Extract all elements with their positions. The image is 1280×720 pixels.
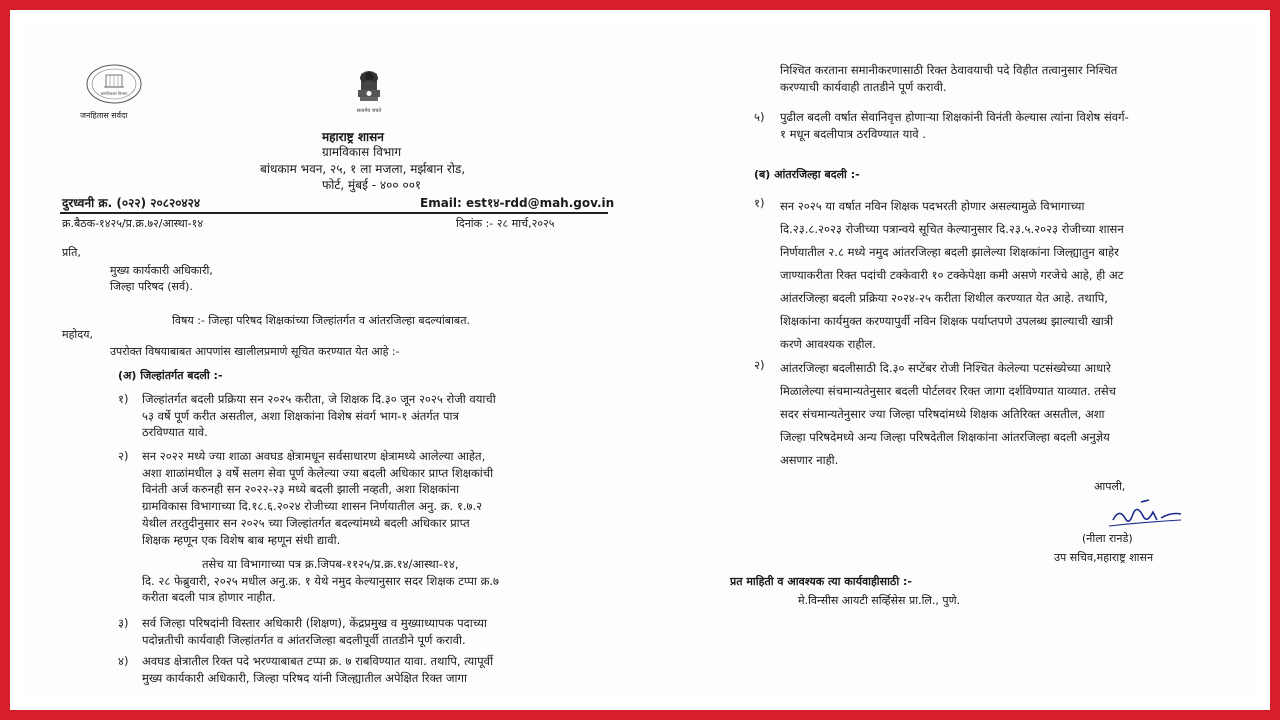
email-address[interactable]: Email: est१४-rdd@mah.gov.in [420, 196, 615, 210]
svg-text:सत्यमेव जयते: सत्यमेव जयते [356, 108, 382, 114]
header-dept: ग्रामविकास विभाग [322, 145, 402, 159]
list-item: सन २०२५ या वर्षात नविन शिक्षक पदभरती होणार असल्यामुळे विभागाच्या दि.२३.८.२०२३ रोजीच्या पत्रान्वये सूचित केल्यानुसार दि.२३.५.२०२३ रोजीच्या शासन निर्णयातील २.८ मध्ये नमुद आंतरजिल्हा बदली झालेल्या शिक्षकांना जिल्ह्यातुन बाहेर जाण्याकरीता रिक्त पदांची टक्केवारी १० टक्केपेक्षा कमी असणे गरजेचे आहे, ही अट आंतरजिल्हा बदली प्रक्रिया २०२४-२५ करीता शिथील करण्यात येत आहे. तथापि, शिक्षकांना कार्यमुक्त करण्यापुर्वी नविन शिक्षक पर्याप्तपणे उपलब्ध झाल्याची खात्री करणे आवश्यक राहील. [780, 199, 1124, 351]
list-item: सन २०२२ मध्ये ज्या शाळा अवघड क्षेत्रामधून सर्वसाधारण क्षेत्रामध्ये आलेल्या आहेत, अशा शाळांमधील ३ वर्षे सलग सेवा पूर्ण केलेल्या ज्या बदली अधिकार प्राप्त शिक्षकांची विनंती अर्ज करुनही सन २०२२-२३ मध्ये बदली झाली नव्हती, अशा शिक्षकांना ग्रामविकास विभागाच्या दि.१८.६.२०२४ रोजीच्या शासन निर्णयातील अनु. क्र. १.७.२ येथील तरतुदीनुसार सन २०२५ च्या जिल्हांतर्गत बदल्यांमध्ये बदली अधिकार प्राप्त शिक्षक म्हणून एक विशेष बाब म्हणून संधी द्यावी. [142, 449, 494, 547]
list-item-continuation: तसेच या विभागाच्या पत्र क्र.जिपब-११२५/प्र.क्र.१४/आस्था-१४, दि. २८ फेब्रुवारी, २०२५ मधील अनु.क्र. १ येथे नमुद केल्यानुसार सदर शिक्षक टप्पा क्र.७ करीता बदली पात्र होणार नाहीत. [142, 557, 500, 605]
recipient-line-1: मुख्य कार्यकारी अधिकारी, [110, 264, 213, 277]
section-a-heading: (अ) जिल्हांतर्गत बदली :- [118, 369, 223, 382]
list-item: आंतरजिल्हा बदलीसाठी दि.३० सप्टेंबर रोजी निश्चित केलेल्या पटसंख्येच्या आधारे मिळालेल्या संचमान्यतेनुसार बदली पोर्टलवर रिक्त जागा दर्शविण्यात याव्यात. तसेच सदर संचमान्यतेनुसार ज्या जिल्हा परिषदांमध्ये शिक्षक अतिरिक्त असतील, अशा जिल्हा परिषदेमध्ये अन्य जिल्हा परिषदेतील शिक्षकांना आंतरजिल्हा बदली अनुज्ञेय असणार नाही. [780, 361, 1116, 467]
item-number: १) [118, 392, 129, 406]
letter-page-1 [22, 24, 662, 696]
item-number: ३) [118, 616, 129, 630]
item-number: २) [754, 358, 765, 372]
seal-caption: जनहितास सर्वदा [80, 111, 128, 120]
salutation: महोदय, [62, 328, 93, 341]
signature-icon [1105, 490, 1185, 534]
letter-date: दिनांक :- २८ मार्च,२०२५ [456, 217, 555, 230]
intro-text: उपरोक्त विषयाबाबत आपणांस खालीलप्रमाणे सूचित करण्यात येत आहे :- [110, 345, 400, 358]
letter-page-2 [658, 24, 1258, 696]
svg-text:ग्रामविकास विभाग: ग्रामविकास विभाग [100, 91, 128, 96]
reference-number: क्र.बैठक-१४२५/प्र.क्र.७२/आस्था-१४ [62, 217, 204, 230]
header-rule [60, 212, 608, 214]
item-number: १) [754, 196, 765, 210]
item-number: २) [118, 449, 129, 463]
header-address-1: बांधकाम भवन, २५, १ ला मजला, मर्झबान रोड, [260, 162, 466, 176]
item-number: ५) [754, 110, 765, 124]
list-item: अवघड क्षेत्रातील रिक्त पदे भरण्याबाबत टप्पा क्र. ७ राबविण्यात यावा. तथापि, त्यापूर्वी मुख्य कार्यकारी अधिकारी, जिल्हा परिषद यांनी जिल्ह्यातील अपेक्षित रिक्त जागा [142, 654, 494, 685]
signer-designation: उप सचिव,महाराष्ट्र शासन [1054, 551, 1154, 564]
department-seal-icon [84, 64, 144, 108]
copy-to-heading: प्रत माहिती व आवश्यक त्या कार्यवाहीसाठी :- [730, 575, 912, 588]
subject: विषय :- जिल्हा परिषद शिक्षकांच्या जिल्हांतर्गत व आंतरजिल्हा बदल्यांबाबत. [172, 314, 470, 327]
list-item: पुढील बदली वर्षात सेवानिवृत्त होणाऱ्या शिक्षकांनी विनंती केल्यास त्यांना विशेष संवर्ग- १ मधून बदलीपात्र ठरविण्यात यावे . [780, 110, 1129, 141]
list-item: सर्व जिल्हा परिषदांनी विस्तार अधिकारी (शिक्षण), केंद्रप्रमुख व मुख्याध्यापक पदाच्या पदोन्नतीची कार्यवाही जिल्हांतर्गत व आंतरजिल्हा बदलीपूर्वी तातडीने पूर्ण करावी. [142, 616, 487, 647]
section-b-heading: (ब) आंतरजिल्हा बदली :- [754, 168, 860, 181]
copy-recipient: मे.विन्सीस आयटी सर्व्हिसेस प्रा.लि., पुणे. [798, 594, 961, 607]
recipient-label: प्रति, [62, 246, 81, 259]
national-emblem-icon [348, 68, 390, 120]
list-item: जिल्हांतर्गत बदली प्रक्रिया सन २०२५ करीता, जे शिक्षक दि.३० जून २०२५ रोजी वयाची ५३ वर्षे पूर्ण करीत असतील, अशा शिक्षकांना विशेष संवर्ग भाग-१ अंतर्गत पात्र ठरविण्यात यावे. [142, 392, 496, 440]
screenshot-frame [10, 10, 1270, 710]
header-gov: महाराष्ट्र शासन [322, 130, 384, 144]
header-address-2: फोर्ट, मुंबई - ४०० ००१ [322, 178, 422, 192]
closing: आपली, [1094, 480, 1126, 493]
signer-name: (नीला रानडे) [1082, 532, 1133, 545]
item-number: ४) [118, 654, 129, 668]
phone-number: दुरध्वनी क्र. (०२२) २०८२०४२४ [62, 196, 201, 210]
recipient-line-2: जिल्हा परिषद (सर्व). [110, 280, 193, 293]
continued-item-4: निश्चित करताना समानीकरणासाठी रिक्त ठेवावयाची पदे विहीत तत्वानुसार निश्चित करण्याची कार्यवाही तातडीने पूर्ण करावी. [780, 63, 1118, 94]
